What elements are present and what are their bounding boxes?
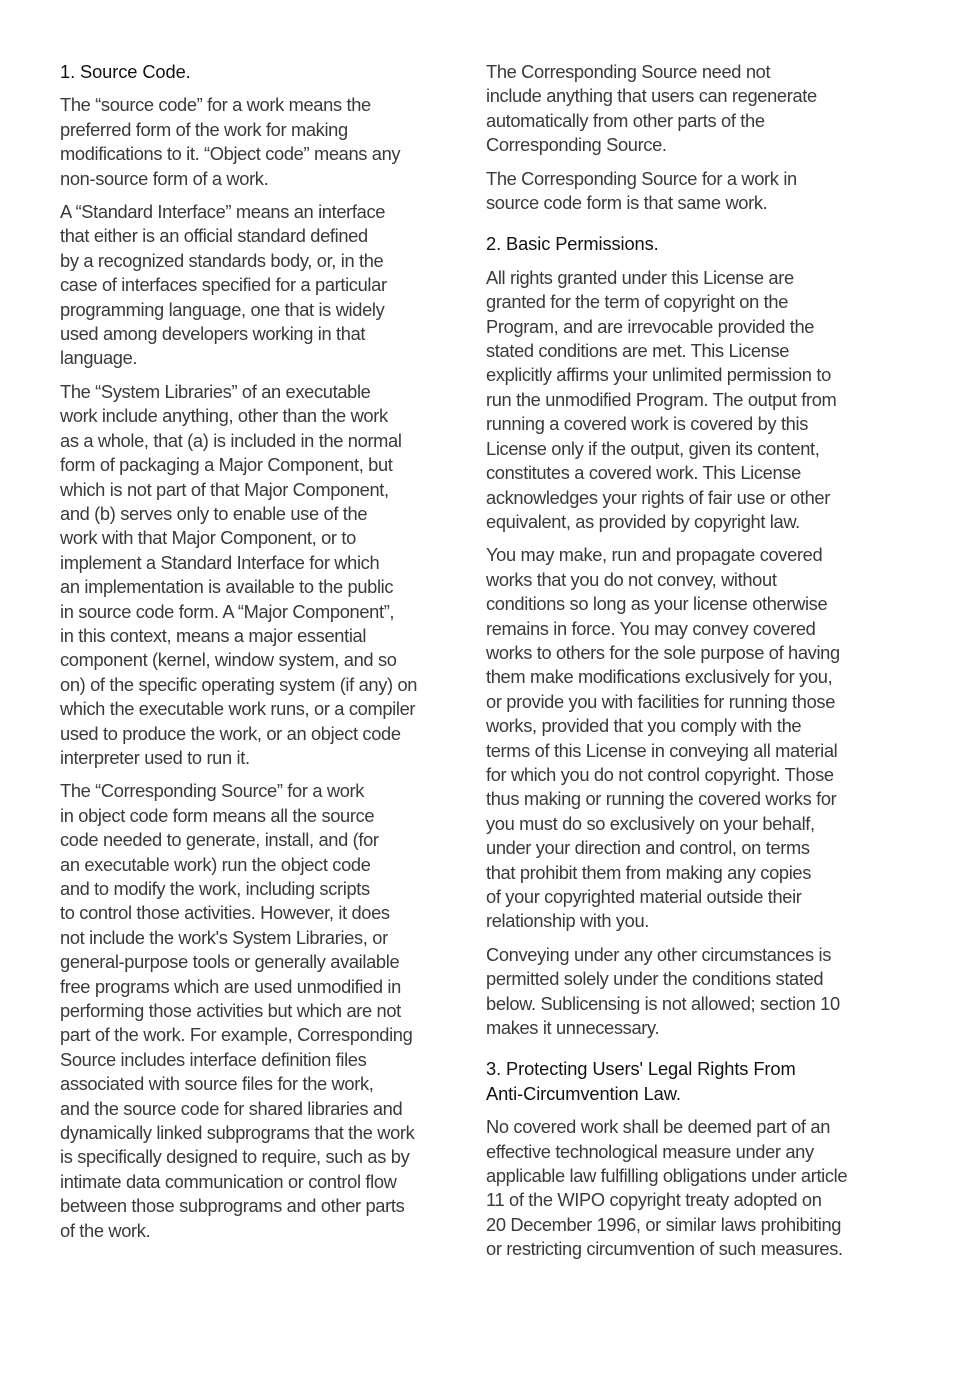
paragraph-regenerate: The Corresponding Source need not include anything that users can regenerate automatically from other parts of the Corresponding Source. xyxy=(486,61,817,156)
paragraph-rights-granted: All rights granted under this License are granted for the term of copyright on the Program, and are irrevocable provided the stated conditions are met. This License explicitly affirms your unlimited permission to run the unmodified Program. The output from running a covered work is covered by this License only if the output, given its content, constitutes a covered work. This License acknowledges your rights of fair use or other equivalent, as provided by copyright law. xyxy=(486,266,837,532)
paragraph-conveying: Conveying under any other circumstances is permitted solely under the conditions stated below. Sublicensing is not allowed; section 10 makes it unnecessary. xyxy=(486,943,840,1039)
section-heading-source-code: 1. Source Code. xyxy=(60,61,191,82)
section-heading-anti-circumvention: 3. Protecting Users' Legal Rights From Anti-Circumvention Law. xyxy=(486,1058,796,1104)
section-heading-basic-permissions: 2. Basic Permissions. xyxy=(486,233,659,255)
paragraph-source-code-definition: The “source code” for a work means the preferred form of the work for making modifications to it. “Object code” means any non-source form of a work. xyxy=(60,94,401,189)
paragraph-system-libraries: The “System Libraries” of an executable work include anything, other than the work as a whole, that (a) is included in the normal form of packaging a Major Component, but which is not part of that Major Component, and (b) serves only to enable use of the work with that Major Component, or to implement a Standard Interface for which an implementation is available to the public in source code form. A “Major Component”, in this context, means a major essential component (kernel, window system, and so on) of the specific operating system (if any) on which the executable work runs, or a compiler used to produce the work, or an object code interpreter used to run it. xyxy=(60,380,418,768)
paragraph-make-run-propagate: You may make, run and propagate covered works that you do not convey, without conditions so long as your license otherwise remains in force. You may convey covered works to others for the sole purpose of having them make modifications exclusively for you, or provide you with facilities for running those works, provided that you comply with the terms of this License in conveying all material for which you do not control copyright. Those thus making or running the covered works for you must do so exclusively on your behalf, under your direction and control, on terms that prohibit them from making any copies of your copyrighted material outside their relationship with you. xyxy=(486,544,840,932)
paragraph-technological-measure: No covered work shall be deemed part of an effective technological measure under any applicable law fulfilling obligations under article 11 of the WIPO copyright treaty adopted on 20 December 1996, or similar laws prohibiting or restricting circumvention of such measures. xyxy=(486,1116,848,1260)
right-column xyxy=(486,60,878,1271)
paragraph-corresponding-source: The “Corresponding Source” for a work in object code form means all the source code needed to generate, install, and (for an executable work) run the object code and to modify the work, including scripts to control those activities. However, it does not include the work's System Libraries, or general-purpose tools or generally available free programs which are used unmodified in performing those activities but which are not part of the work. For example, Corresponding Source includes interface definition files associated with source files for the work, and the source code for shared libraries and dynamically linked subprograms that the work is specifically designed to require, such as by intimate data communication or control flow between those subprograms and other parts of the work. xyxy=(60,780,415,1241)
paragraph-same-work: The Corresponding Source for a work in source code form is that same work. xyxy=(486,167,797,214)
left-column xyxy=(60,60,452,1252)
paragraph-standard-interface: A “Standard Interface” means an interface that either is an official standard defined by a recognized standards body, or, in the case of interfaces specified for a particular programming language, one that is widely used among developers working in that language. xyxy=(60,201,387,369)
